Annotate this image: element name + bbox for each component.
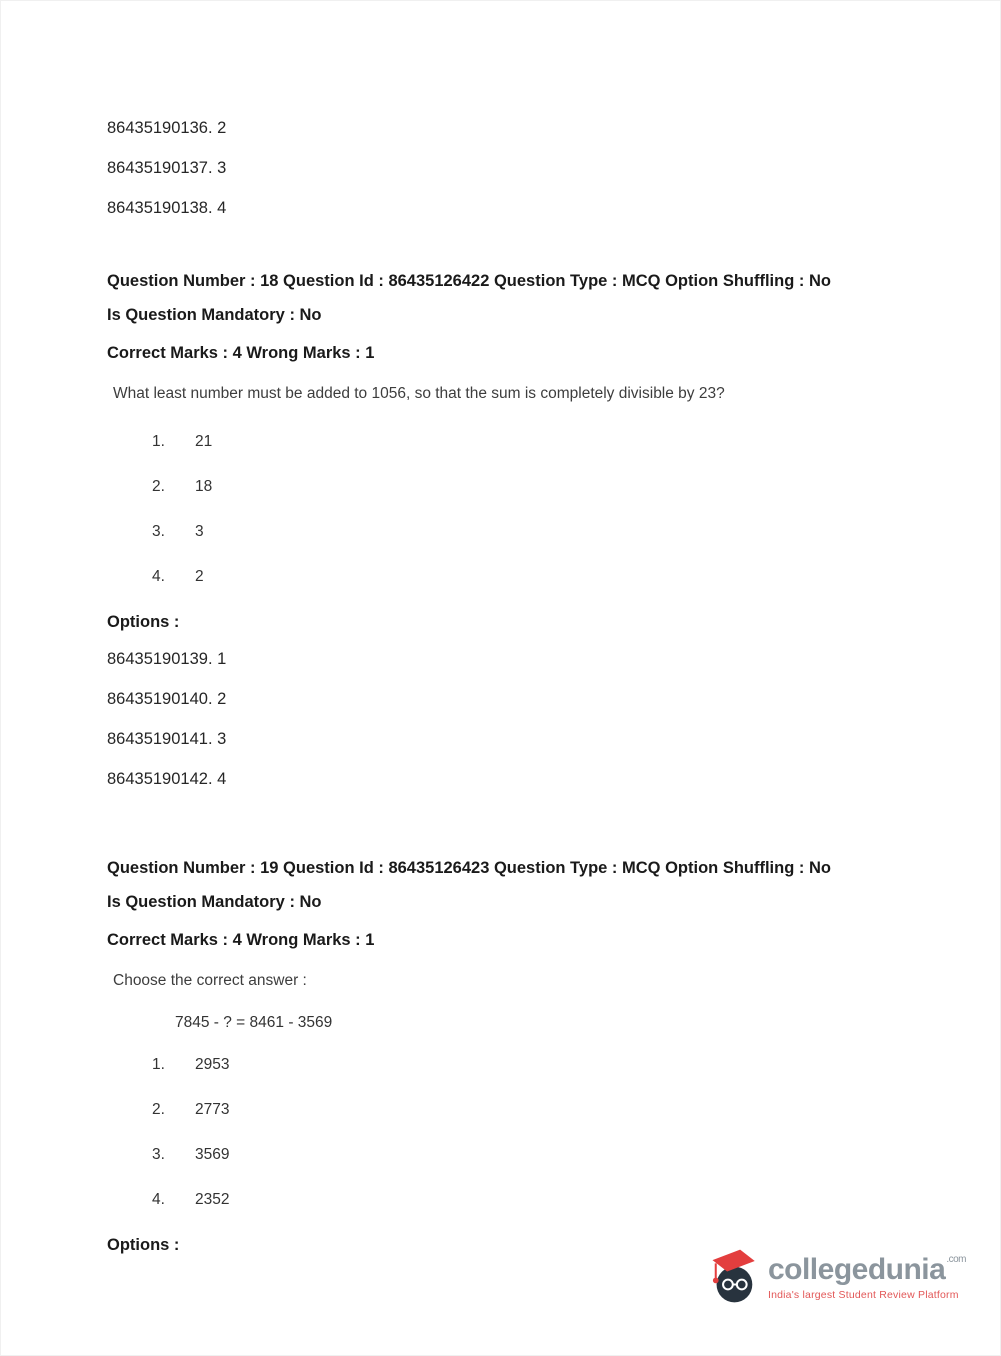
question-equation: 7845 - ? = 8461 - 3569 [175, 1014, 333, 1031]
choice-number: 3. [152, 523, 165, 540]
options-label: Options : [107, 613, 180, 631]
choice-number: 1. [152, 433, 165, 450]
option-id-line: 86435190138. 4 [107, 199, 227, 217]
choice-number: 1. [152, 1056, 165, 1073]
choice-value: 21 [195, 433, 213, 450]
question-marks-line: Correct Marks : 4 Wrong Marks : 1 [107, 931, 375, 949]
options-label: Options : [107, 1236, 180, 1254]
document-content [1, 1, 1000, 1255]
previous-question-option-ids [107, 119, 900, 218]
choice-number: 2. [152, 478, 165, 495]
choice-value: 2 [195, 568, 204, 585]
question-19-block [107, 851, 900, 1255]
choice-value: 2352 [195, 1191, 230, 1208]
graduate-mascot-icon [706, 1245, 758, 1311]
question-meta-line-2: Is Question Mandatory : No [107, 893, 322, 911]
question-meta [107, 851, 900, 919]
choice-number: 2. [152, 1101, 165, 1118]
choice-number: 3. [152, 1146, 165, 1163]
choice-value: 2953 [195, 1056, 230, 1073]
choice-number: 4. [152, 568, 165, 585]
option-id-line: 86435190137. 3 [107, 159, 227, 177]
question-meta-line-2: Is Question Mandatory : No [107, 306, 322, 324]
mcq-choices [152, 1056, 900, 1209]
choice-value: 3 [195, 523, 204, 540]
question-marks-line: Correct Marks : 4 Wrong Marks : 1 [107, 344, 375, 362]
choice-number: 4. [152, 1191, 165, 1208]
mcq-choice [152, 1056, 900, 1074]
choice-value: 18 [195, 478, 213, 495]
brand-suffix: .com [946, 1254, 966, 1265]
question-meta-line-1: Question Number : 18 Question Id : 86435126422 Question Type : MCQ Option Shuffling : No [107, 272, 831, 290]
choice-value: 2773 [195, 1101, 230, 1118]
mcq-choice [152, 1191, 900, 1209]
mcq-choice [152, 1101, 900, 1119]
mcq-choice [152, 478, 900, 496]
question-text: What least number must be added to 1056, so that the sum is completely divisible by 23? [113, 385, 725, 402]
brand-tagline: India's largest Student Review Platform [767, 1289, 959, 1301]
mcq-choice [152, 523, 900, 541]
question-meta-line-1: Question Number : 19 Question Id : 86435126423 Question Type : MCQ Option Shuffling : No [107, 859, 831, 877]
question-text: Choose the correct answer : [113, 972, 307, 989]
mcq-choice [152, 568, 900, 586]
mcq-choices [152, 433, 900, 586]
choice-value: 3569 [195, 1146, 230, 1163]
question-meta [107, 264, 900, 332]
mcq-choice [152, 433, 900, 451]
option-id-line: 86435190140. 2 [107, 690, 227, 708]
question-18-block [107, 264, 900, 789]
option-id-line: 86435190139. 1 [107, 650, 227, 668]
brand-word: collegedunia [767, 1253, 946, 1286]
question-option-ids [107, 650, 900, 789]
brand-name [768, 1255, 966, 1285]
collegedunia-logo [706, 1245, 966, 1311]
option-id-line: 86435190142. 4 [107, 770, 227, 788]
mcq-choice [152, 1146, 900, 1164]
logo-text [768, 1255, 966, 1301]
option-id-line: 86435190136. 2 [107, 119, 227, 137]
option-id-line: 86435190141. 3 [107, 730, 227, 748]
